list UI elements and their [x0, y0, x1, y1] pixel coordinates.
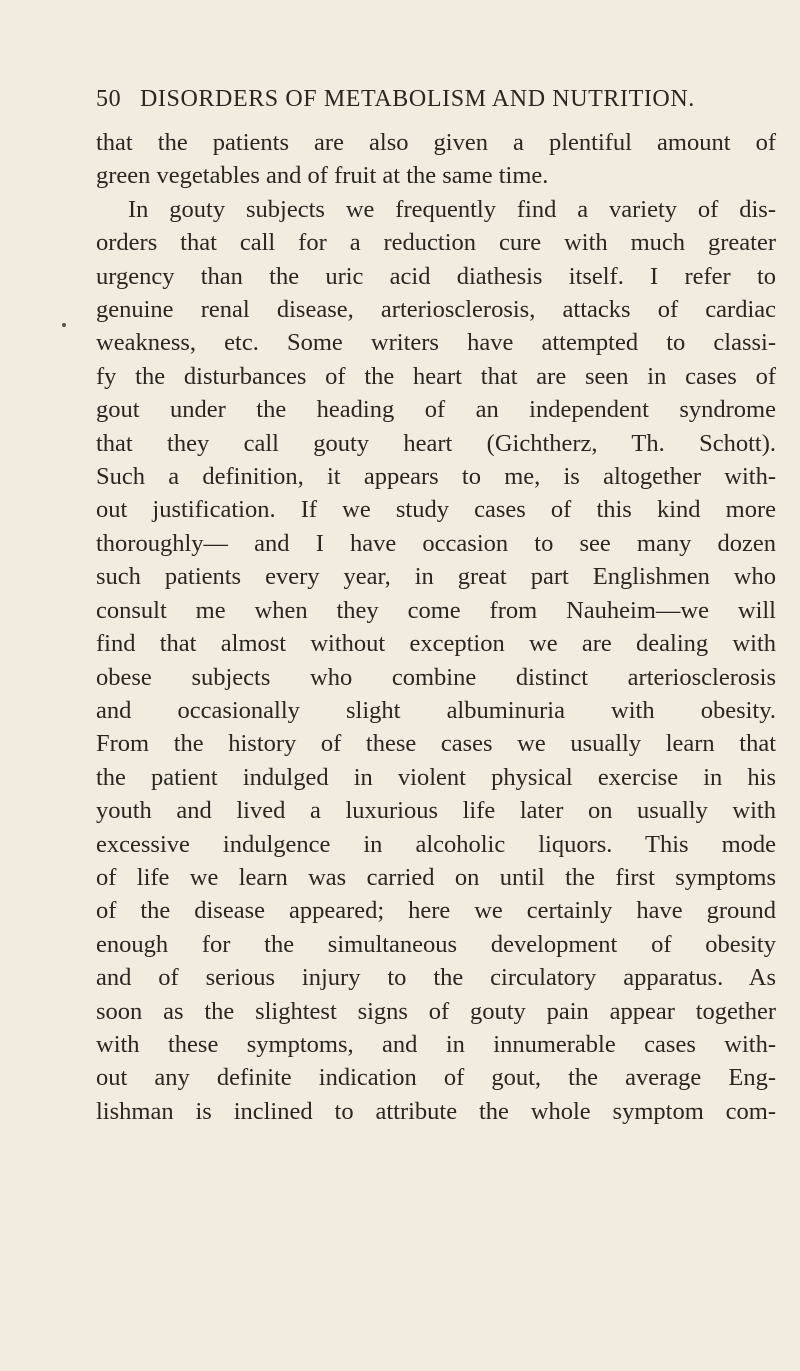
text-line: and occasionally slight albuminuria with obesity.	[96, 696, 776, 724]
text-line: obese subjects who combine distinct arteriosclerosis	[96, 663, 776, 691]
text-line: orders that call for a reduction cure with much greater	[96, 229, 776, 257]
text-line: that the patients are also given a plentiful amount of	[96, 129, 776, 156]
page-number: 50	[96, 86, 122, 112]
text-line: In gouty subjects we frequently find a variety of dis-	[128, 195, 776, 223]
text-line: out justification. If we study cases of this kind more	[96, 496, 776, 524]
text-line: and of serious injury to the circulatory apparatus. As	[96, 964, 776, 992]
text-line: of the disease appeared; here we certainly have ground	[96, 897, 776, 925]
text-line: genuine renal disease, arteriosclerosis, attacks of cardiac	[96, 296, 776, 324]
text-line: with these symptoms, and in innumerable cases with-	[96, 1030, 776, 1058]
text-line: green vegetables and of fruit at the same time.	[96, 162, 549, 190]
running-title: DISORDERS OF METABOLISM AND NUTRITION.	[140, 86, 695, 112]
text-line: Such a definition, it appears to me, is altogether with-	[96, 463, 776, 491]
text-line: youth and lived a luxurious life later on usually with	[96, 797, 776, 825]
margin-mark	[62, 323, 66, 327]
text-line: fy the disturbances of the heart that are seen in cases of	[96, 362, 776, 390]
text-line: gout under the heading of an independent syndrome	[96, 396, 776, 424]
text-line: lishman is inclined to attribute the whole symptom com-	[96, 1097, 776, 1125]
body-text	[96, 126, 776, 1128]
running-head	[96, 86, 716, 122]
text-line: urgency than the uric acid diathesis itself. I refer to	[96, 262, 776, 290]
text-line: excessive indulgence in alcoholic liquors. This mode	[96, 830, 776, 858]
text-line: enough for the simultaneous development of obesity	[96, 930, 776, 958]
text-line: soon as the slightest signs of gouty pain appear together	[96, 997, 776, 1025]
text-line: out any definite indication of gout, the average Eng-	[96, 1064, 776, 1092]
text-line: consult me when they come from Nauheim—we will	[96, 596, 776, 624]
text-line: thoroughly— and I have occasion to see many dozen	[96, 529, 776, 557]
text-line: that they call gouty heart (Gichtherz, Th. Schott).	[96, 429, 776, 457]
text-line: of life we learn was carried on until the first symptoms	[96, 863, 776, 891]
text-line: From the history of these cases we usually learn that	[96, 730, 776, 758]
text-line: such patients every year, in great part Englishmen who	[96, 563, 776, 591]
text-line: the patient indulged in violent physical exercise in his	[96, 763, 776, 791]
text-line: find that almost without exception we are dealing with	[96, 630, 776, 658]
text-line: weakness, etc. Some writers have attempted to classi-	[96, 329, 776, 357]
